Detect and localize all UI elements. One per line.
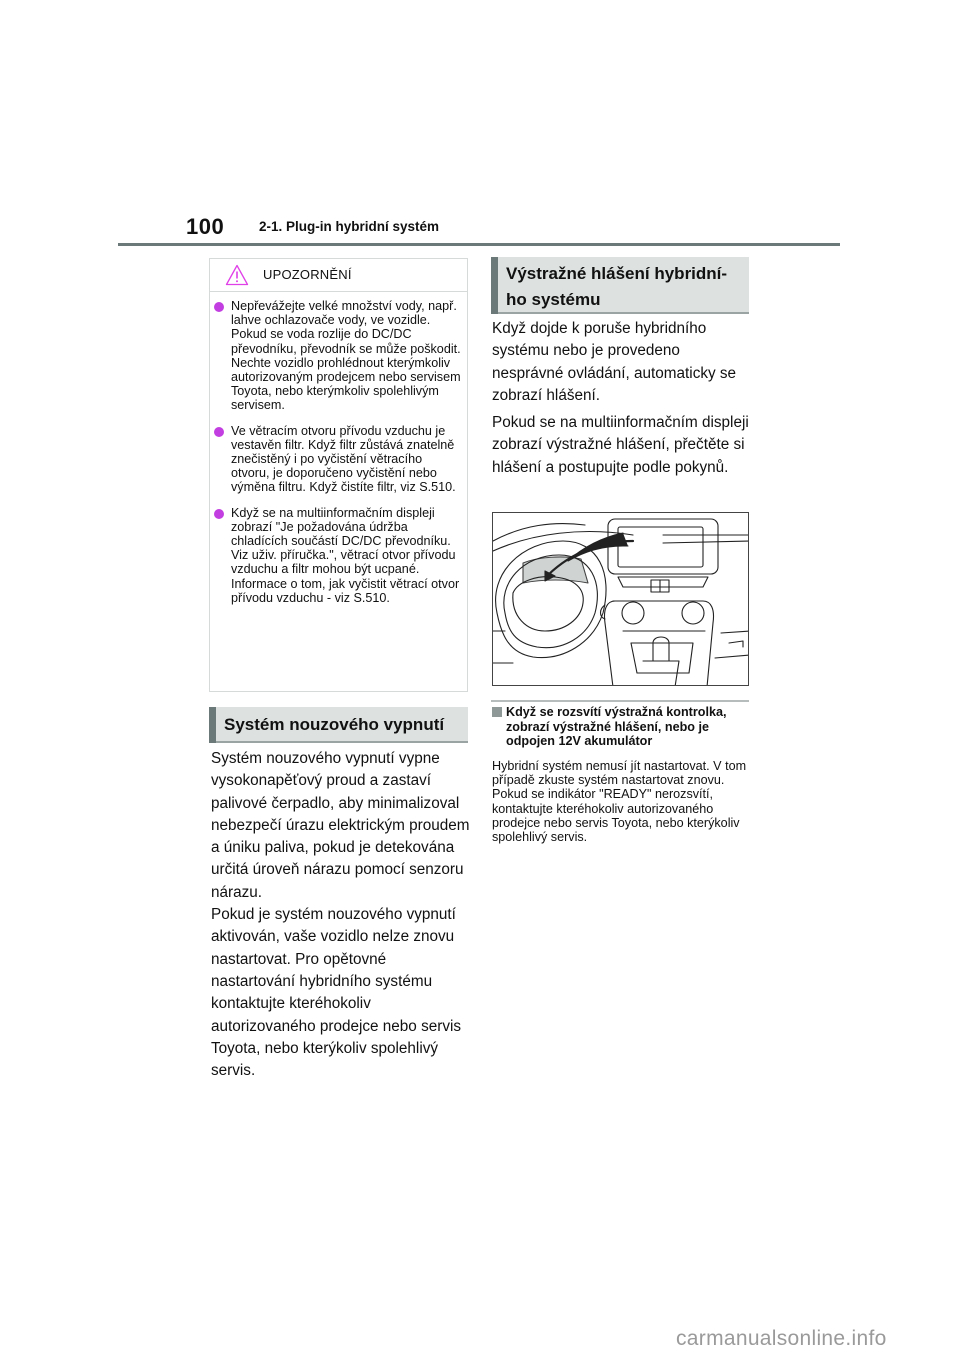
bullet-dot-icon (214, 509, 224, 519)
section-heading-hybrid-warning (491, 257, 749, 314)
caution-item-text: Když se na multiinformačním displeji zobrazí "Je požadována údržba chladících součástí DC/DC převodníku. Viz uživ. příručka.", větrací otvor přívodu vzduchu a filtr mohou být ucpané. Informace o tom, jak vyčistit větrací otvor přívodu vzduchu - viz S.510. (231, 505, 460, 605)
chapter-title: 2-1. Plug-in hybridní systém (259, 219, 440, 234)
subsection-body: Hybridní systém nemusí jít nastartovat. V tom případě zkuste systém nastartovat znovu. Pokud se indikátor "READY" nerozsvítí, kontaktujte kteréhokoliv autorizovaného prodejce nebo servis Toyota, nebo kterýkoliv spolehlivý servis. (492, 759, 747, 845)
caution-item-text: Nepřevážejte velké množství vody, např. lahve ochlazovače vody, ve vozidle. Pokud se voda rozlije do DC/DC převodníku, převodník se může poškodit. Nechte vozidlo prohlédnout kterýmkoliv autorizovaným prodejcem nebo servisem Toyota, nebo kterýmkoliv spolehlivým servisem. (231, 299, 461, 413)
paragraph: Systém nouzového vypnutí vypne vysokonapěťový proud a zastaví palivové čerpadlo, aby minimalizoval nebezpečí úrazu elektrickým proudem a úniku paliva, pokud je detekována určitá úroveň nárazu pomocí senzoru nárazu. (211, 750, 470, 901)
dashboard-illustration (492, 512, 749, 686)
section-heading-emergency-shutoff (209, 707, 468, 743)
header-rule (118, 243, 840, 246)
caution-item-text: Ve větracím otvoru přívodu vzduchu je vestavěn filtr. Když filtr zůstává znatelně znečistěný i po vyčistění větracího otvoru, je doporučeno vyčistění nebo výměna filtru. Když čistíte filtr, viz S.510. (231, 423, 456, 495)
bullet-dot-icon (214, 302, 224, 312)
caution-box (209, 258, 468, 692)
caution-header (210, 259, 467, 292)
caution-item (214, 424, 461, 495)
paragraph: Když dojde k poruše hybridního systému nebo je provedeno nesprávné ovládání, automaticky se zobrazí hlášení. (492, 320, 737, 404)
section-heading-text: Systém nouzového vypnutí (224, 715, 445, 734)
watermark: carmanualsonline.info (676, 1327, 887, 1350)
warning-triangle-icon (225, 264, 249, 286)
subsection-divider (491, 700, 749, 702)
caution-item (214, 299, 461, 413)
section-heading-text: Výstražné hlášení hybridní- (506, 264, 728, 283)
paragraph: Pokud se na multiinformačním displeji zobrazí výstražné hlášení, přečtěte si hlášení a postupujte podle pokynů. (492, 414, 749, 476)
bullet-dot-icon (214, 427, 224, 437)
subsection-heading-text: Když se rozsvítí výstražná kontrolka, zobrazí výstražné hlášení, nebo je odpojen 12V akumulátor (506, 705, 727, 748)
subsection-heading (492, 705, 754, 749)
emergency-shutoff-body (211, 748, 473, 1082)
caution-item (214, 506, 461, 605)
page-number: 100 (186, 214, 225, 239)
section-heading-text: ho systému (506, 290, 601, 309)
square-bullet-icon (492, 707, 502, 717)
paragraph: Pokud je systém nouzového vypnutí aktivován, vaše vozidlo nelze znovu nastartovat. Pro opětovné nastartování hybridního systému kontaktujte kteréhokoliv autorizovaného prodejce nebo servis Toyota, nebo kterýkoliv spolehlivý servis. (211, 906, 462, 1080)
caution-label: UPOZORNĚNÍ (263, 267, 352, 282)
